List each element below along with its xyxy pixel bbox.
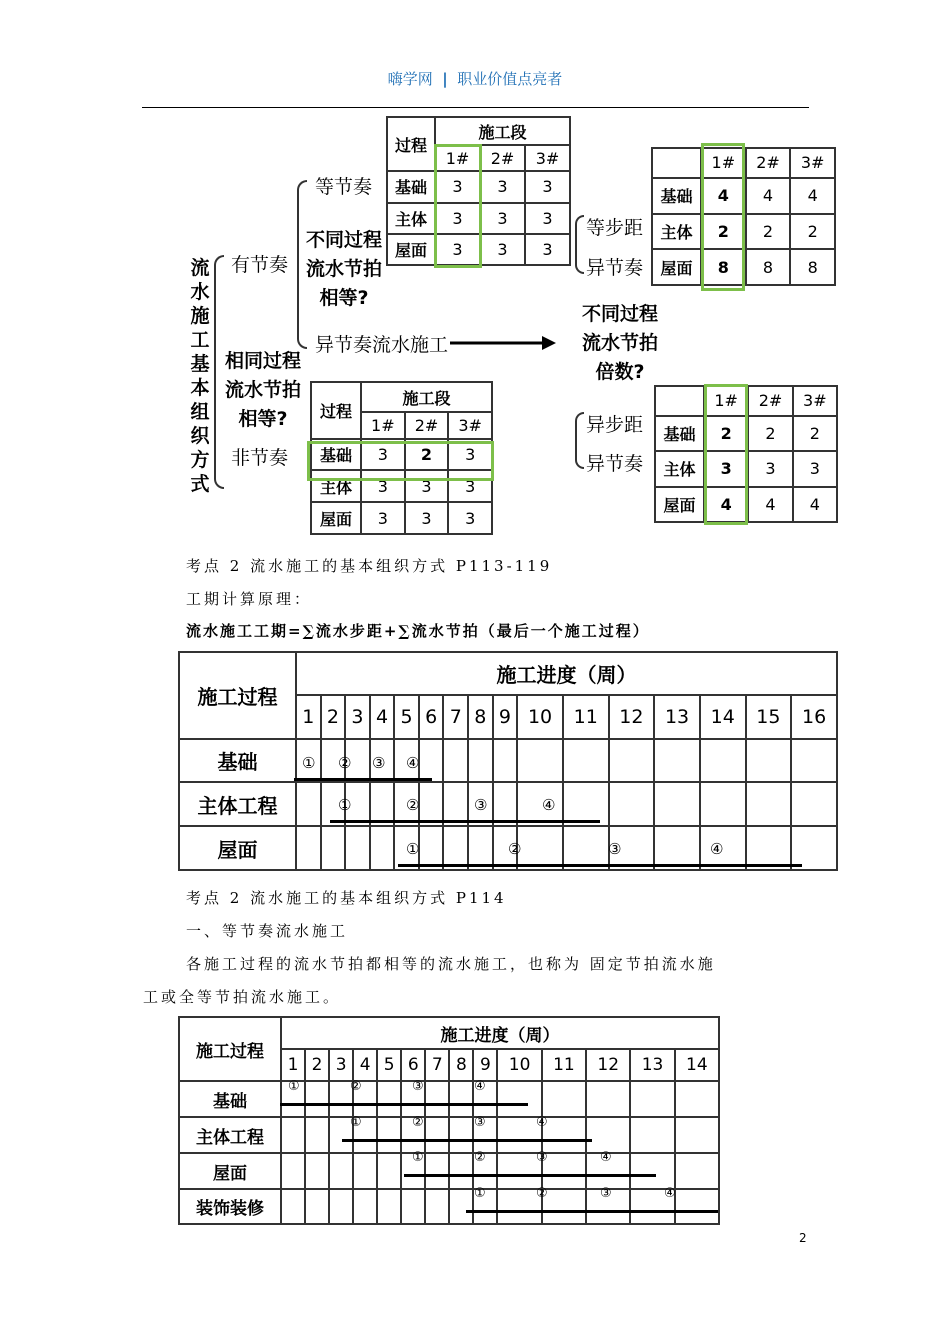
week-header: 9 (493, 695, 518, 739)
gantt-chart-1 (178, 651, 838, 871)
cell: 3 (405, 502, 449, 534)
row-header: 主体 (652, 214, 701, 250)
schedule-cell (329, 1189, 353, 1224)
row-header: 主体 (655, 451, 704, 486)
cell: 4 (746, 178, 791, 214)
col-header: 2# (480, 145, 525, 171)
schedule-cell (449, 1189, 473, 1224)
schedule-cell (493, 739, 518, 782)
schedule-cell (425, 1117, 449, 1153)
process-row-label: 屋面 (179, 1153, 281, 1189)
week-header: 5 (377, 1049, 401, 1081)
schedule-cell (675, 1117, 719, 1153)
segment-marker: ③ (372, 754, 386, 772)
schedule-cell (654, 782, 700, 826)
row-header: 基础 (655, 416, 704, 451)
week-header: 6 (419, 695, 444, 739)
schedule-cell (791, 782, 837, 826)
segment-marker: ② (338, 754, 352, 772)
column-highlight (704, 384, 748, 525)
schedule-bar (528, 1139, 592, 1142)
cell: 3 (435, 171, 480, 202)
week-header: 15 (746, 695, 792, 739)
cell: 3 (361, 502, 405, 534)
schedule-bar (466, 1210, 528, 1213)
schedule-cell (305, 1081, 329, 1117)
schedule-cell (281, 1189, 305, 1224)
schedule-cell (542, 1081, 586, 1117)
process-row-label: 主体工程 (179, 1117, 281, 1153)
cell: 2 (405, 439, 449, 471)
equal-rhythm-heading: 一、等节奏流水施工 (186, 922, 349, 940)
schedule-cell (419, 739, 444, 782)
schedule-cell (377, 1081, 401, 1117)
row-header: 屋面 (387, 234, 435, 265)
col-header: 3# (448, 412, 492, 439)
table-header: 施工段 (361, 382, 492, 412)
cell: 4 (748, 487, 792, 522)
col-header: 1# (704, 386, 748, 416)
schedule-cell (329, 1153, 353, 1189)
segment-marker: ③ (474, 796, 488, 814)
schedule-cell (353, 1189, 377, 1224)
cell: 3 (793, 451, 837, 486)
week-header: 4 (353, 1049, 377, 1081)
schedule-cell (542, 1153, 586, 1189)
schedule-bar (364, 778, 398, 781)
schedule-cell (609, 782, 655, 826)
week-header: 12 (609, 695, 655, 739)
schedule-bar (398, 864, 500, 867)
week-header: 2 (305, 1049, 329, 1081)
schedule-cell (563, 739, 609, 782)
week-header: 8 (449, 1049, 473, 1081)
schedule-bar (280, 1103, 342, 1106)
gantt-corner: 施工过程 (179, 652, 296, 739)
cell: 3 (405, 470, 449, 502)
col-header: 3# (793, 386, 837, 416)
gantt-chart-2 (178, 1016, 720, 1225)
week-header: 1 (296, 695, 321, 739)
schedule-cell (700, 739, 746, 782)
process-row-label: 主体工程 (179, 782, 296, 826)
schedule-cell (425, 1153, 449, 1189)
col-header: 3# (790, 148, 835, 178)
week-header: 7 (425, 1049, 449, 1081)
schedule-bar (466, 820, 534, 823)
row-highlight (307, 441, 494, 481)
week-header: 16 (791, 695, 837, 739)
segment-marker: ③ (600, 1186, 612, 1201)
page-number: 2 (799, 1231, 807, 1245)
week-header: 3 (345, 695, 370, 739)
col-header: 1# (435, 145, 480, 171)
schedule-cell (449, 1081, 473, 1117)
segment-marker: ③ (412, 1079, 424, 1094)
process-row-label: 屋面 (179, 826, 296, 870)
schedule-cell (630, 1153, 674, 1189)
schedule-bar (466, 1103, 528, 1106)
segment-marker: ④ (664, 1186, 676, 1201)
segment-marker: ② (406, 796, 420, 814)
schedule-bar (398, 820, 466, 823)
table-corner: 过程 (311, 382, 361, 439)
week-header: 14 (700, 695, 746, 739)
segment-marker: ② (508, 840, 522, 858)
schedule-cell (296, 782, 321, 826)
row-header: 屋面 (311, 502, 361, 534)
cell: 4 (793, 487, 837, 522)
page-header (0, 68, 950, 89)
cell: 2 (790, 214, 835, 250)
cell: 3 (480, 234, 525, 265)
same-process-question: 相同过程流水节拍相等? (224, 350, 301, 430)
table-corner (655, 386, 704, 416)
segment-marker: ① (288, 1079, 300, 1094)
cell: 2 (748, 416, 792, 451)
gantt-corner: 施工过程 (179, 1017, 281, 1081)
segment-marker: ① (350, 1115, 362, 1130)
cell: 3 (525, 171, 570, 202)
cell: 4 (790, 178, 835, 214)
row-header: 屋面 (652, 249, 701, 285)
principle-label: 工期计算原理： (186, 590, 313, 608)
definition-line-2: 工或全等节拍流水施工。 (143, 988, 342, 1006)
col-header: 2# (746, 148, 791, 178)
segment-marker: ② (412, 1115, 424, 1130)
schedule-cell (305, 1153, 329, 1189)
segment-marker: ④ (474, 1079, 486, 1094)
week-header: 7 (443, 695, 468, 739)
schedule-bar (466, 1174, 528, 1177)
step-brace (575, 215, 584, 274)
segment-marker: ④ (542, 796, 556, 814)
cell: 2 (746, 214, 791, 250)
cell: 3 (448, 439, 492, 471)
schedule-bar (342, 1139, 404, 1142)
schedule-cell (675, 1153, 719, 1189)
column-highlight (434, 144, 482, 268)
segment-marker: ① (412, 1150, 424, 1165)
schedule-cell (497, 1081, 541, 1117)
segment-marker: ② (474, 1150, 486, 1165)
schedule-bar (528, 1174, 592, 1177)
week-header: 10 (497, 1049, 541, 1081)
cell: 8 (746, 249, 791, 285)
schedule-cell (296, 826, 321, 870)
schedule-bar (656, 1210, 718, 1213)
process-row-label: 基础 (179, 739, 296, 782)
cell: 3 (525, 234, 570, 265)
week-header: 8 (468, 695, 493, 739)
definition-line-1: 各施工过程的流水节拍都相等的流水施工，也称为 固定节拍流水施 (186, 955, 716, 973)
schedule-cell (542, 1189, 586, 1224)
week-header: 9 (473, 1049, 497, 1081)
schedule-cell (586, 1117, 630, 1153)
schedule-cell (791, 739, 837, 782)
header-separator: | (442, 70, 448, 88)
yes-rhythm-label: 有节奏 (231, 254, 289, 276)
schedule-bar (702, 864, 802, 867)
schedule-cell (654, 739, 700, 782)
segment-marker: ④ (536, 1115, 548, 1130)
schedule-bar (404, 1174, 466, 1177)
equal-step-sub-label: 异节奏 (586, 257, 644, 279)
segment-marker: ① (474, 1186, 486, 1201)
schedule-bar (330, 820, 398, 823)
cell: 3 (525, 203, 570, 234)
gantt-header: 施工进度（周） (296, 652, 837, 695)
schedule-bar (294, 778, 330, 781)
week-header: 11 (563, 695, 609, 739)
schedule-cell (542, 1117, 586, 1153)
segment-marker: ③ (474, 1115, 486, 1130)
week-header: 10 (517, 695, 563, 739)
schedule-cell (425, 1081, 449, 1117)
segment-marker: ④ (600, 1150, 612, 1165)
schedule-cell (630, 1117, 674, 1153)
schedule-cell (746, 782, 792, 826)
schedule-cell (449, 1153, 473, 1189)
row-header: 基础 (652, 178, 701, 214)
schedule-cell (746, 739, 792, 782)
table-corner: 过程 (387, 117, 435, 171)
cell: 4 (701, 178, 746, 214)
segment-marker: ① (302, 754, 316, 772)
schedule-cell (281, 1117, 305, 1153)
schedule-cell (345, 826, 370, 870)
gantt-header: 施工进度（周） (281, 1017, 719, 1049)
week-header: 11 (542, 1049, 586, 1081)
schedule-bar (528, 1210, 592, 1213)
segment-marker: ④ (406, 754, 420, 772)
col-header: 2# (405, 412, 449, 439)
cell: 4 (704, 487, 748, 522)
segment-marker: ③ (536, 1150, 548, 1165)
arrow-right-icon (450, 333, 560, 353)
schedule-cell (468, 739, 493, 782)
schedule-cell (370, 826, 395, 870)
segment-marker: ② (350, 1079, 362, 1094)
process-row-label: 装饰装修 (179, 1189, 281, 1224)
schedule-cell (321, 826, 346, 870)
segment-marker: ③ (608, 840, 622, 858)
schedule-bar (600, 864, 702, 867)
table-corner (652, 148, 701, 178)
schedule-bar (404, 1103, 466, 1106)
section-title-2: 考点 2 流水施工的基本组织方式 P114 (186, 889, 507, 907)
schedule-cell (401, 1189, 425, 1224)
schedule-cell (281, 1153, 305, 1189)
schedule-bar (404, 1139, 466, 1142)
week-header: 3 (329, 1049, 353, 1081)
section-title-1: 考点 2 流水施工的基本组织方式 P113-119 (186, 557, 553, 575)
schedule-cell (305, 1117, 329, 1153)
schedule-cell (609, 739, 655, 782)
col-header: 1# (361, 412, 405, 439)
diff-process-question: 不同过程流水节拍相等? (305, 229, 382, 309)
row-header: 主体 (311, 470, 361, 502)
cell: 8 (701, 249, 746, 285)
cell: 2 (793, 416, 837, 451)
table-header: 施工段 (435, 117, 570, 145)
schedule-cell (517, 739, 563, 782)
schedule-cell (675, 1189, 719, 1224)
row-header: 基础 (387, 171, 435, 202)
schedule-cell (443, 739, 468, 782)
schedule-bar (500, 864, 600, 867)
schedule-cell (700, 782, 746, 826)
cell: 3 (448, 470, 492, 502)
schedule-cell (377, 1189, 401, 1224)
cell: 3 (480, 171, 525, 202)
schedule-cell (305, 1189, 329, 1224)
schedule-bar (398, 778, 432, 781)
schedule-cell (353, 1153, 377, 1189)
schedule-cell (675, 1081, 719, 1117)
header-divider (142, 107, 809, 108)
multiple-question: 不同过程流水节拍倍数? (581, 303, 658, 383)
week-header: 14 (675, 1049, 719, 1081)
schedule-bar (592, 1174, 656, 1177)
no-rhythm-label: 非节奏 (231, 447, 289, 469)
cell: 2 (704, 416, 748, 451)
week-header: 6 (401, 1049, 425, 1081)
week-header: 5 (394, 695, 419, 739)
header-slogan: 职业价值点亮者 (457, 70, 563, 88)
col-header: 3# (525, 145, 570, 171)
col-header: 2# (748, 386, 792, 416)
cell: 3 (435, 203, 480, 234)
process-row-label: 基础 (179, 1081, 281, 1117)
unequal-step-sub-label: 异节奏 (586, 453, 644, 475)
cell: 3 (480, 203, 525, 234)
segment-marker: ④ (710, 840, 724, 858)
unequal-flow-label: 异节奏流水施工 (315, 334, 449, 356)
schedule-bar (466, 1139, 528, 1142)
cell: 3 (748, 451, 792, 486)
cell: 3 (361, 439, 405, 471)
week-header: 2 (321, 695, 346, 739)
schedule-cell (377, 1153, 401, 1189)
column-highlight (701, 143, 745, 291)
cell: 3 (704, 451, 748, 486)
schedule-bar (534, 820, 600, 823)
schedule-cell (425, 1189, 449, 1224)
schedule-cell (449, 1117, 473, 1153)
col-header: 1# (701, 148, 746, 178)
schedule-bar (592, 1210, 656, 1213)
schedule-bar (330, 778, 364, 781)
week-header: 12 (586, 1049, 630, 1081)
unequal-step-label: 异步距 (586, 414, 644, 436)
week-header: 13 (630, 1049, 674, 1081)
segment-marker: ① (338, 796, 352, 814)
week-header: 1 (281, 1049, 305, 1081)
cell: 3 (361, 470, 405, 502)
row-header: 基础 (311, 439, 361, 471)
step-brace-2 (575, 412, 584, 469)
row-header: 屋面 (655, 487, 704, 522)
cell: 3 (448, 502, 492, 534)
equal-rhythm-label: 等节奏 (315, 176, 373, 198)
row-header: 主体 (387, 203, 435, 234)
week-header: 13 (654, 695, 700, 739)
segment-marker: ① (406, 840, 420, 858)
diagram-root-label: 流水施工基本组织方式 (190, 257, 210, 495)
cell: 2 (701, 214, 746, 250)
schedule-cell (630, 1081, 674, 1117)
cell: 3 (435, 234, 480, 265)
schedule-bar (342, 1103, 404, 1106)
formula: 流水施工工期=∑流水步距+∑流水节拍（最后一个施工过程） (186, 622, 650, 640)
schedule-cell (377, 1117, 401, 1153)
schedule-cell (586, 1081, 630, 1117)
segment-marker: ② (536, 1186, 548, 1201)
header-site: 嗨学网 (387, 70, 433, 88)
equal-step-label: 等步距 (586, 217, 644, 239)
cell: 8 (790, 249, 835, 285)
week-header: 4 (370, 695, 395, 739)
